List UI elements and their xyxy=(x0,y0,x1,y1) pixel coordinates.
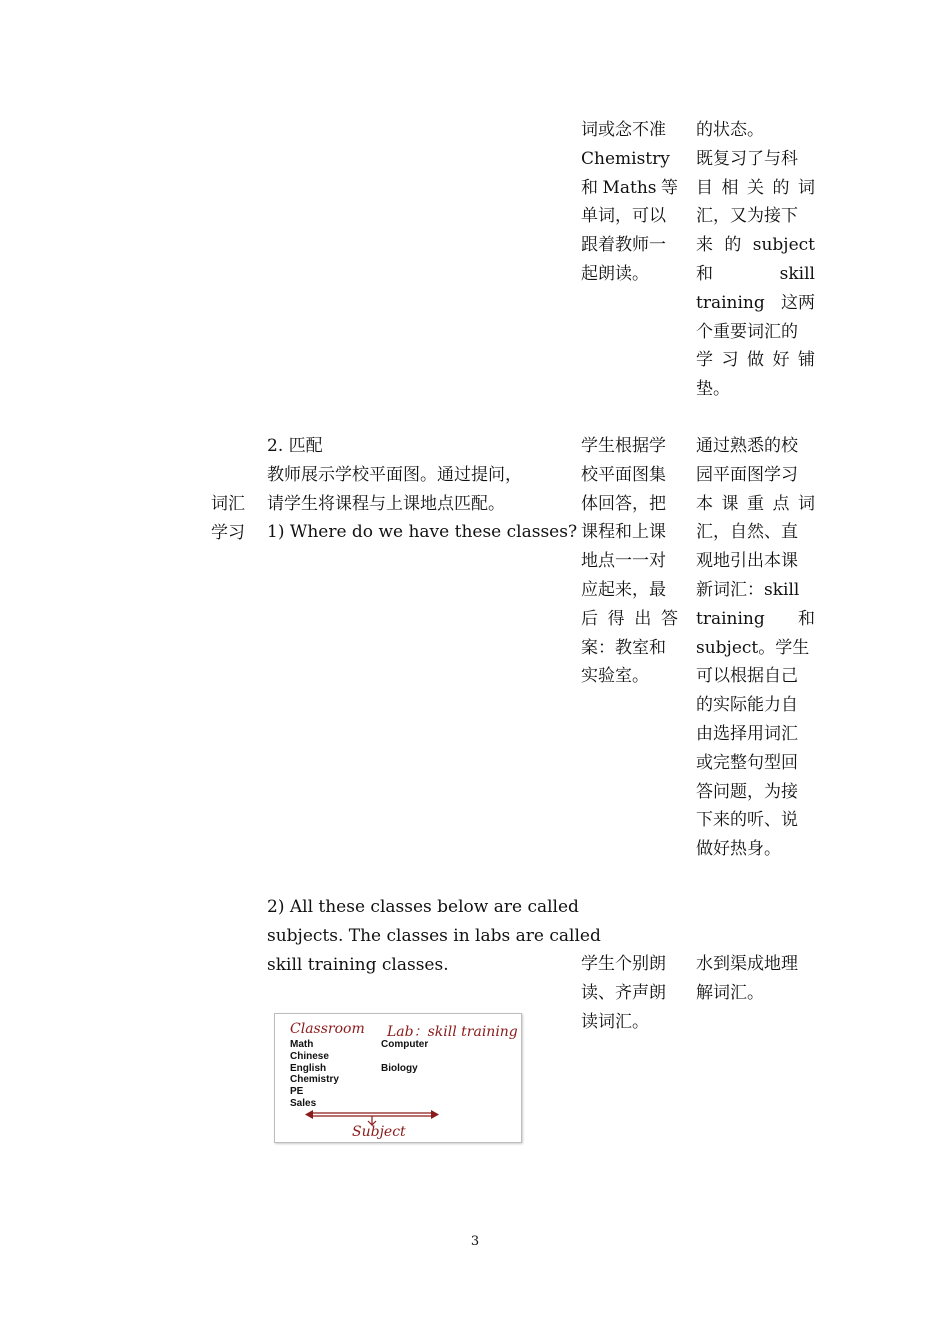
text-line: 1) Where do we have these classes? xyxy=(267,522,578,543)
classroom-heading: Classroom xyxy=(290,1021,365,1037)
text-line: 实验室。 xyxy=(581,666,649,687)
text-line: 汇，又为接下 xyxy=(696,206,798,227)
text-line: 下来的听、说 xyxy=(696,810,798,831)
text-line: 教师展示学校平面图。通过提问， xyxy=(267,464,522,485)
text-line: 本 课 重 点 词 xyxy=(696,493,815,514)
text-line: 水到渠成地理 xyxy=(696,954,798,974)
figure-item: Chemistry xyxy=(290,1074,339,1086)
purpose-cell-3 xyxy=(696,950,815,1008)
text-line: 单词，可以 xyxy=(581,206,666,227)
text-line: 或完整句型回 xyxy=(696,752,798,773)
text-line: 园平面图学习 xyxy=(696,464,798,485)
text-line: 答问题，为接 xyxy=(696,781,798,802)
text-line: training 和 xyxy=(696,608,815,629)
text-line: 目 相 关 的 词 xyxy=(696,177,815,198)
text-line: 读、齐声朗 xyxy=(581,982,666,1003)
text-line: 请学生将课程与上课地点匹配。 xyxy=(267,493,505,514)
text-line: subject。学生 xyxy=(696,637,810,658)
teacher-cell-2 xyxy=(267,432,578,547)
teacher-cell-3 xyxy=(267,893,601,979)
purpose-cell-2 xyxy=(696,432,815,864)
activity-cell-3 xyxy=(581,950,678,1036)
text-line: 学 习 做 好 铺 xyxy=(696,350,815,371)
page-number: 3 xyxy=(470,1234,480,1249)
text-line: 来 的 subject xyxy=(696,235,815,256)
text-line: training 这两 xyxy=(696,292,815,313)
subjects-figure xyxy=(274,1013,522,1143)
text-line: 垫。 xyxy=(696,379,730,400)
text-line: 词或念不准 xyxy=(581,120,666,140)
text-line: 通过熟悉的校 xyxy=(696,436,798,456)
text-line: 2. 匹配 xyxy=(267,436,323,456)
purpose-cell-1 xyxy=(696,116,815,404)
text-line: 观地引出本课 xyxy=(696,551,798,572)
text-line: 学习 xyxy=(211,522,245,543)
text-line: 个重要词汇的 xyxy=(696,321,798,342)
section-label xyxy=(211,490,245,548)
text-line: 学生个别朗 xyxy=(581,954,666,974)
activity-cell-1 xyxy=(581,116,678,289)
text-line: 可以根据自己 xyxy=(696,666,798,687)
text-line: 的实际能力自 xyxy=(696,695,798,716)
figure-item: Sales xyxy=(290,1097,317,1109)
text-line: 做好热身。 xyxy=(696,839,781,860)
text-line: 词汇 xyxy=(211,494,245,514)
text-line: 学生根据学 xyxy=(581,436,666,456)
text-line: 新词汇：skill xyxy=(696,579,800,600)
activity-cell-2 xyxy=(581,432,678,691)
figure-item: English xyxy=(290,1062,327,1074)
text-line: 解词汇。 xyxy=(696,982,764,1003)
text-line: subjects. The classes in labs are called xyxy=(267,925,601,946)
text-line: 体回答，把 xyxy=(581,493,666,514)
text-line: 2) All these classes below are called xyxy=(267,897,579,917)
lab-heading: Lab：skill training xyxy=(387,1024,518,1040)
text-line: 案：教室和 xyxy=(581,637,666,658)
subject-label: Subject xyxy=(352,1124,406,1140)
figure-item: Chinese xyxy=(290,1050,329,1062)
text-line: Chemistry xyxy=(581,148,670,169)
figure-item: Biology xyxy=(381,1062,418,1074)
subject-arrow-icon xyxy=(275,1014,521,1142)
text-line: 地点一一对 xyxy=(581,551,666,572)
text-line: skill training classes. xyxy=(267,954,449,975)
text-line: 和 skill xyxy=(696,263,815,284)
text-line: 由选择用词汇 xyxy=(696,723,798,744)
figure-item: PE xyxy=(290,1086,304,1098)
text-line: 读词汇。 xyxy=(581,1011,649,1032)
figure-item: Math xyxy=(290,1039,314,1050)
text-line: 跟着教师一 xyxy=(581,235,666,256)
text-line: 汇，自然、直 xyxy=(696,522,798,543)
figure-item: Computer xyxy=(381,1039,429,1050)
text-line: 和 Maths 等 xyxy=(581,177,678,198)
text-line: 后 得 出 答 xyxy=(581,608,678,629)
text-line: 课程和上课 xyxy=(581,522,666,543)
text-line: 既复习了与科 xyxy=(696,148,798,169)
text-line: 校平面图集 xyxy=(581,464,666,485)
text-line: 的状态。 xyxy=(696,120,764,140)
text-line: 起朗读。 xyxy=(581,263,649,284)
text-line: 应起来，最 xyxy=(581,579,666,600)
